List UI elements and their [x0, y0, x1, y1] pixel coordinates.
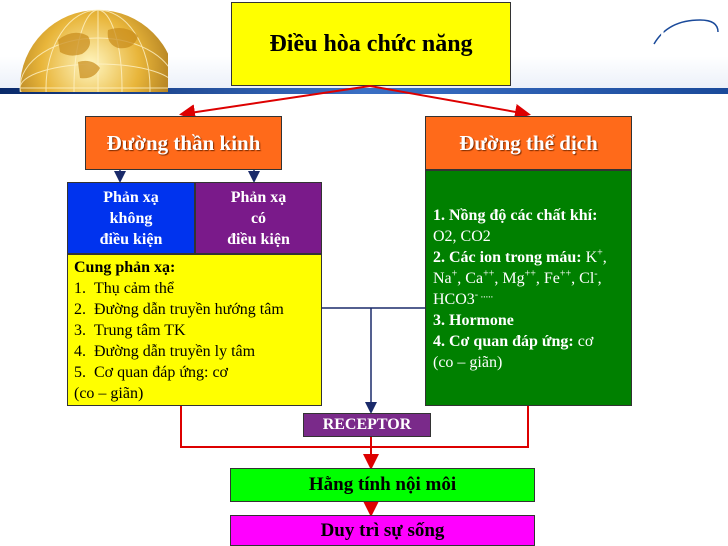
receptor-label: RECEPTOR: [322, 416, 412, 433]
reflex-arc-item-1: 1. Thụ cảm thể: [74, 280, 174, 297]
reflex-arc-item-2: 2. Đường dẫn truyền hướng tâm: [74, 301, 284, 318]
arrow-to-neural: [183, 86, 370, 114]
page-title-text: Điều hòa chức năng: [269, 30, 473, 57]
receptor-box: [303, 413, 431, 437]
humoral-item-2: 2. Các ion trong máu: K+, Na+, Ca++, Mg++, Fe++, Cl-, HCO3- .....: [433, 247, 607, 308]
humoral-item-4: 4. Cơ quan đáp ứng: cơ: [433, 333, 594, 350]
conditioned-line-3: điều kiện: [227, 230, 290, 248]
reflex-arc-box: [67, 254, 322, 406]
conditioned-line-2: có: [250, 209, 267, 227]
unconditioned-line-2: không: [109, 209, 153, 227]
homeostasis-box: [230, 468, 535, 502]
unconditioned-line-3: điều kiện: [99, 230, 163, 248]
humoral-pathway-title: Đường thể dịch: [459, 130, 598, 155]
unconditioned-line-1: Phản xạ: [103, 188, 159, 206]
unconditioned-reflex-box: [67, 182, 195, 254]
reflex-arc-heading: Cung phản xạ:: [74, 259, 176, 276]
reflex-arc-item-5: 5. Cơ quan đáp ứng: cơ: [74, 364, 229, 381]
humoral-item-3: 3. Hormone: [433, 312, 514, 329]
neural-pathway-title: Đường thần kinh: [106, 130, 261, 155]
survival-label: Duy trì sự sống: [320, 519, 445, 541]
humoral-item-1-value: O2, CO2: [433, 228, 491, 245]
humoral-item-4-note: (co – giãn): [433, 354, 503, 371]
logo-text: LOGO: [659, 24, 711, 43]
humoral-pathway-box: [425, 116, 632, 170]
reflex-arc-item-4: 4. Đường dẫn truyền ly tâm: [74, 343, 256, 360]
reflex-arc-note: (co – giãn): [74, 385, 144, 402]
humoral-item-1-label: 1. Nồng độ các chất khí:: [433, 207, 598, 224]
reflex-arc-item-3: 3. Trung tâm TK: [74, 322, 186, 339]
conditioned-reflex-box: [195, 182, 322, 254]
neural-pathway-box: [85, 116, 282, 170]
survival-box: [230, 515, 535, 546]
humoral-factors-box: [425, 170, 632, 406]
conditioned-line-1: Phản xạ: [230, 188, 287, 206]
arrow-to-humoral: [370, 86, 527, 114]
homeostasis-label: Hằng tính nội môi: [308, 474, 457, 495]
